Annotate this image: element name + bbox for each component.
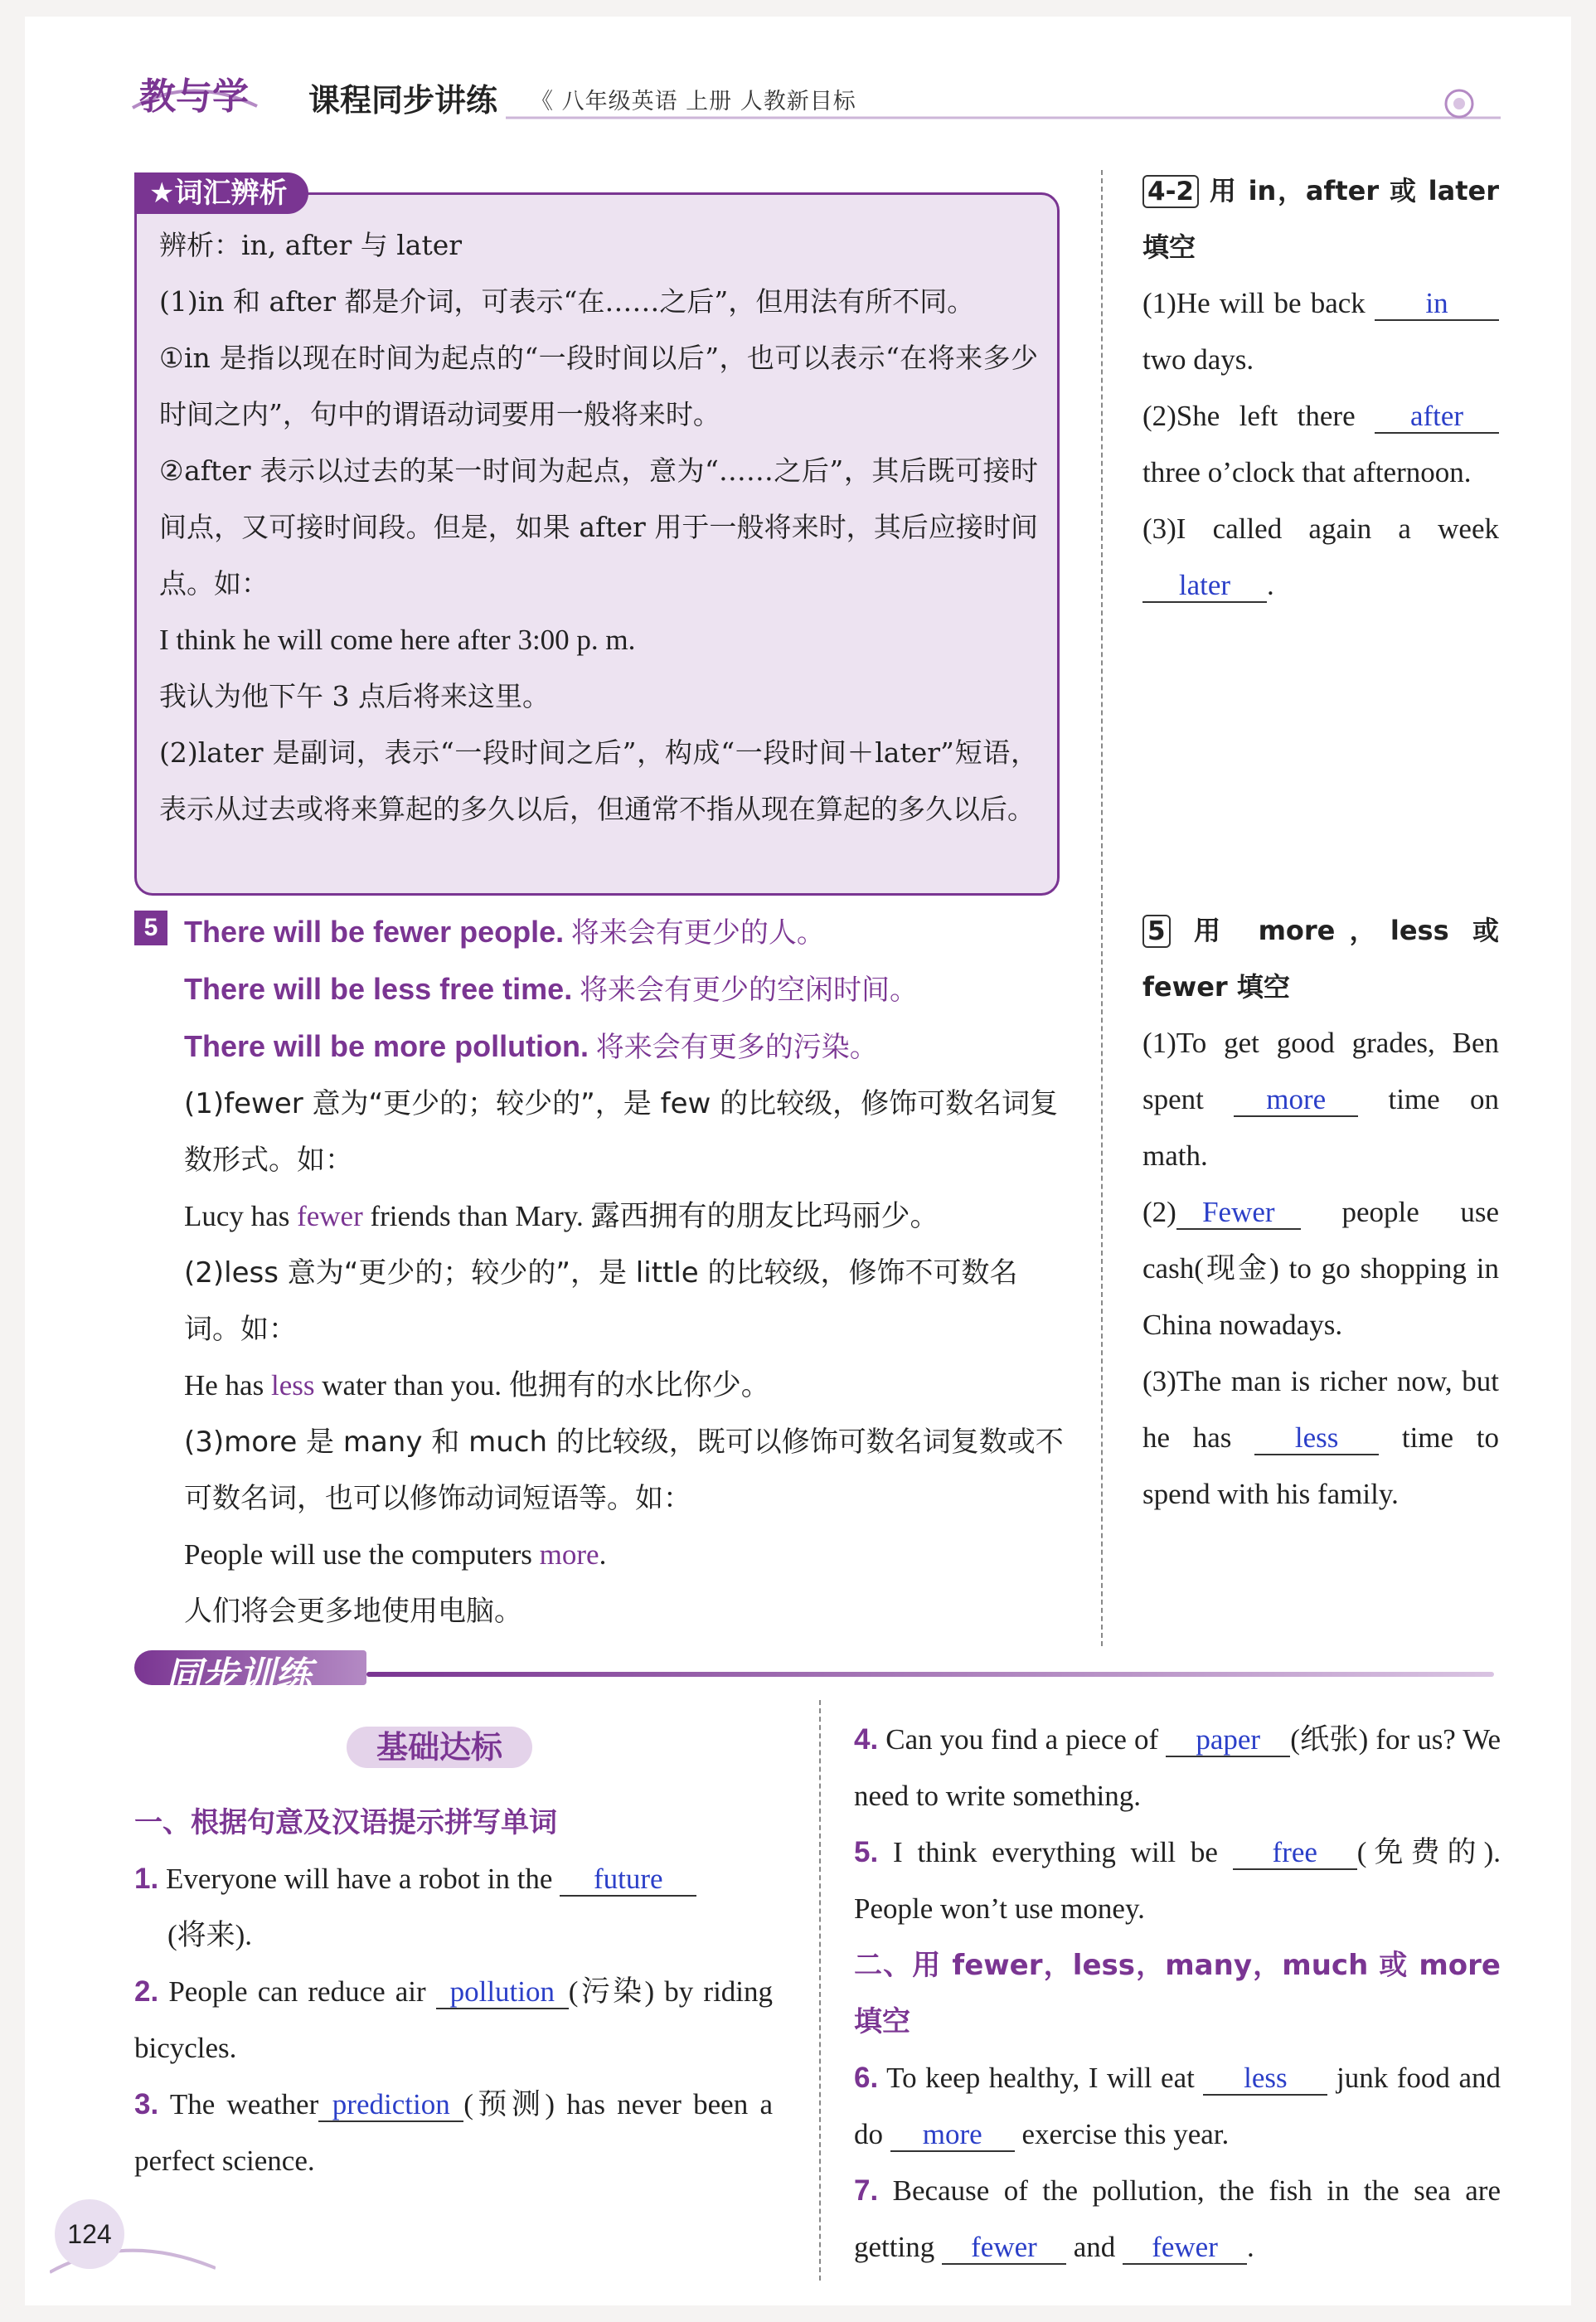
question-text: Everyone will have a robot in the <box>165 1863 553 1895</box>
vocab-line: (2)later 是副词，表示“一段时间之后”，构成“一段时间＋later”短语，表示从过去或将来算起的多久以后，但通常不指从现在算起的多久以后。 <box>159 736 1038 825</box>
vocab-line: I think he will come here after 3:00 p. m. <box>159 624 636 656</box>
vocab-text <box>159 217 1038 838</box>
answer-blank: more <box>890 2120 1015 2152</box>
question-text: time on math. <box>1142 1083 1499 1172</box>
exercise-5 <box>1142 902 1499 1523</box>
question-text: (预测) has never been a perfect science. <box>134 2088 773 2177</box>
exercise-instruction: 用 more，less 或 fewer 填空 <box>1142 915 1499 1003</box>
sync-left-column <box>134 1795 773 2189</box>
banner-title: 同步训练 <box>166 1654 312 1697</box>
answer-blank: future <box>560 1864 696 1897</box>
exercise-4-2 <box>1142 163 1499 614</box>
question-text: exercise this year. <box>1021 2118 1230 2150</box>
question-number: 5. <box>854 1836 879 1868</box>
vocab-line: ①in 是指以现在时间为起点的“一段时间以后”，也可以表示“在将来多少时间之内”，句中的谓语动词要用一般将来时。 <box>159 342 1038 430</box>
question-text: (2) <box>1142 1196 1176 1228</box>
vocab-tag: ★词汇辨析 <box>134 172 308 214</box>
explanation: (3)more 是 many 和 much 的比较级，既可以修饰可数名词复数或不可数名词，也可以修饰动词短语等。如： <box>184 1426 1064 1515</box>
sync-right-column <box>854 1712 1501 2276</box>
section-5-number: 5 <box>134 911 167 945</box>
header-title: 课程同步讲练 <box>308 82 498 119</box>
question-text: (纸张) for us? We need to write something. <box>854 1723 1501 1812</box>
heading-zh: 将来会有更多的污染。 <box>595 1031 878 1064</box>
explanation: (1)fewer 意为“更少的；较少的”，是 few 的比较级，修饰可数名词复数形式。如： <box>184 1087 1059 1177</box>
banner-line <box>366 1672 1494 1677</box>
question-text: two days. <box>1142 343 1254 376</box>
example-text: People will use the computers <box>184 1538 540 1571</box>
question-text: To keep healthy, I will eat <box>886 2062 1195 2094</box>
vocab-line: ②after 表示以过去的某一时间为起点，意为“……之后”，其后既可接时间点，又可接时间段。但是，如果 after 用于一般将来时，其后应接时间点。如： <box>159 454 1038 600</box>
page-number: 124 <box>55 2199 124 2269</box>
question-text: people use cash(现金) to go shopping in China nowadays. <box>1142 1196 1500 1341</box>
heading-en: There will be fewer people. <box>184 915 565 949</box>
question-text: (3)I called again a week <box>1142 512 1499 545</box>
vocab-line: 辨析：in, after 与 later <box>159 229 463 261</box>
example-text: water than you. 他拥有的水比你少。 <box>314 1369 770 1401</box>
heading-en: There will be less free time. <box>184 972 573 1006</box>
keyword: more <box>539 1538 599 1571</box>
answer-blank: free <box>1233 1838 1357 1870</box>
sync-banner <box>134 1644 1494 1697</box>
basic-level-tag: 基础达标 <box>347 1727 532 1768</box>
heading-zh: 将来会有更少的人。 <box>570 916 825 950</box>
answer-blank: more <box>1234 1085 1358 1117</box>
answer-blank: fewer <box>942 2232 1066 2265</box>
question-text: (将来). <box>167 1919 253 1951</box>
column-divider <box>1101 170 1103 1646</box>
keyword: less <box>270 1369 315 1401</box>
question-text: (免费的). People won’t use money. <box>854 1836 1501 1925</box>
heading-en: There will be more pollution. <box>184 1029 589 1063</box>
question-text: I think everything will be <box>893 1836 1218 1868</box>
question-number: 1. <box>134 1863 159 1895</box>
question-text: time to spend with his family. <box>1142 1421 1499 1510</box>
vocab-line: 我认为他下午 3 点后将来这里。 <box>159 680 550 712</box>
question-number: 4. <box>854 1723 879 1756</box>
question-text: (3)The man is richer now, but he has <box>1142 1365 1499 1454</box>
example-text: Lucy has <box>184 1200 298 1232</box>
question-text: (2)She left there <box>1142 400 1356 432</box>
keyword: fewer <box>297 1200 363 1232</box>
part-title: 一、根据句意及汉语提示拼写单词 <box>134 1806 557 1839</box>
question-text: and <box>1073 2231 1116 2263</box>
question-text: . <box>1247 2231 1254 2263</box>
part-title: 二、用 fewer，less，many，much 或 more 填空 <box>854 1949 1501 2038</box>
header-subtitle: 《 八年级英语 上册 人教新目标 <box>531 89 856 114</box>
example-translation: 人们将会更多地使用电脑。 <box>184 1595 522 1628</box>
answer-blank: later <box>1142 571 1267 603</box>
question-number: 3. <box>134 2088 159 2120</box>
heading-zh: 将来会有更少的空闲时间。 <box>579 974 918 1007</box>
answer-blank: prediction <box>318 2090 463 2122</box>
column-divider <box>819 1700 821 2281</box>
question-text: Because of the pollution, the fish in the sea are getting <box>854 2174 1501 2263</box>
exercise-label: 5 <box>1142 915 1171 948</box>
question-number: 7. <box>854 2174 879 2207</box>
example-text: friends than Mary. 露西拥有的朋友比玛丽少。 <box>362 1200 939 1232</box>
example-text: . <box>599 1538 607 1571</box>
answer-blank: less <box>1254 1423 1379 1455</box>
answer-blank: in <box>1375 289 1499 321</box>
section-5 <box>184 904 1071 1639</box>
answer-blank: after <box>1375 401 1499 434</box>
question-text: . <box>1267 569 1274 601</box>
question-number: 2. <box>134 1975 159 2008</box>
question-text: (1)He will be back <box>1142 287 1366 319</box>
header-logo: 教与学 <box>139 75 249 118</box>
example-text: He has <box>184 1369 271 1401</box>
answer-blank: pollution <box>436 1977 569 2009</box>
vocab-line: (1)in 和 after 都是介词，可表示“在……之后”，但用法有所不同。 <box>159 285 975 318</box>
exercise-instruction: 用 in，after 或 later 填空 <box>1142 175 1499 263</box>
question-text: junk food and do <box>854 2062 1501 2150</box>
answer-blank: paper <box>1166 1725 1290 1757</box>
question-text: (1)To get good grades, Ben spent <box>1142 1027 1499 1115</box>
question-text: three o’clock that afternoon. <box>1142 456 1472 488</box>
question-text: Can you find a piece of <box>885 1723 1159 1756</box>
answer-blank: less <box>1203 2063 1327 2096</box>
question-text: People can reduce air <box>168 1975 426 2008</box>
answer-blank: Fewer <box>1176 1197 1301 1230</box>
answer-blank: fewer <box>1123 2232 1247 2265</box>
question-number: 6. <box>854 2062 879 2094</box>
explanation: (2)less 意为“更少的；较少的”，是 little 的比较级，修饰不可数名词。如： <box>184 1256 1018 1346</box>
exercise-label: 4-2 <box>1142 175 1199 208</box>
question-text: (污染) by riding bicycles. <box>134 1975 774 2064</box>
question-text: The weather <box>169 2088 319 2120</box>
